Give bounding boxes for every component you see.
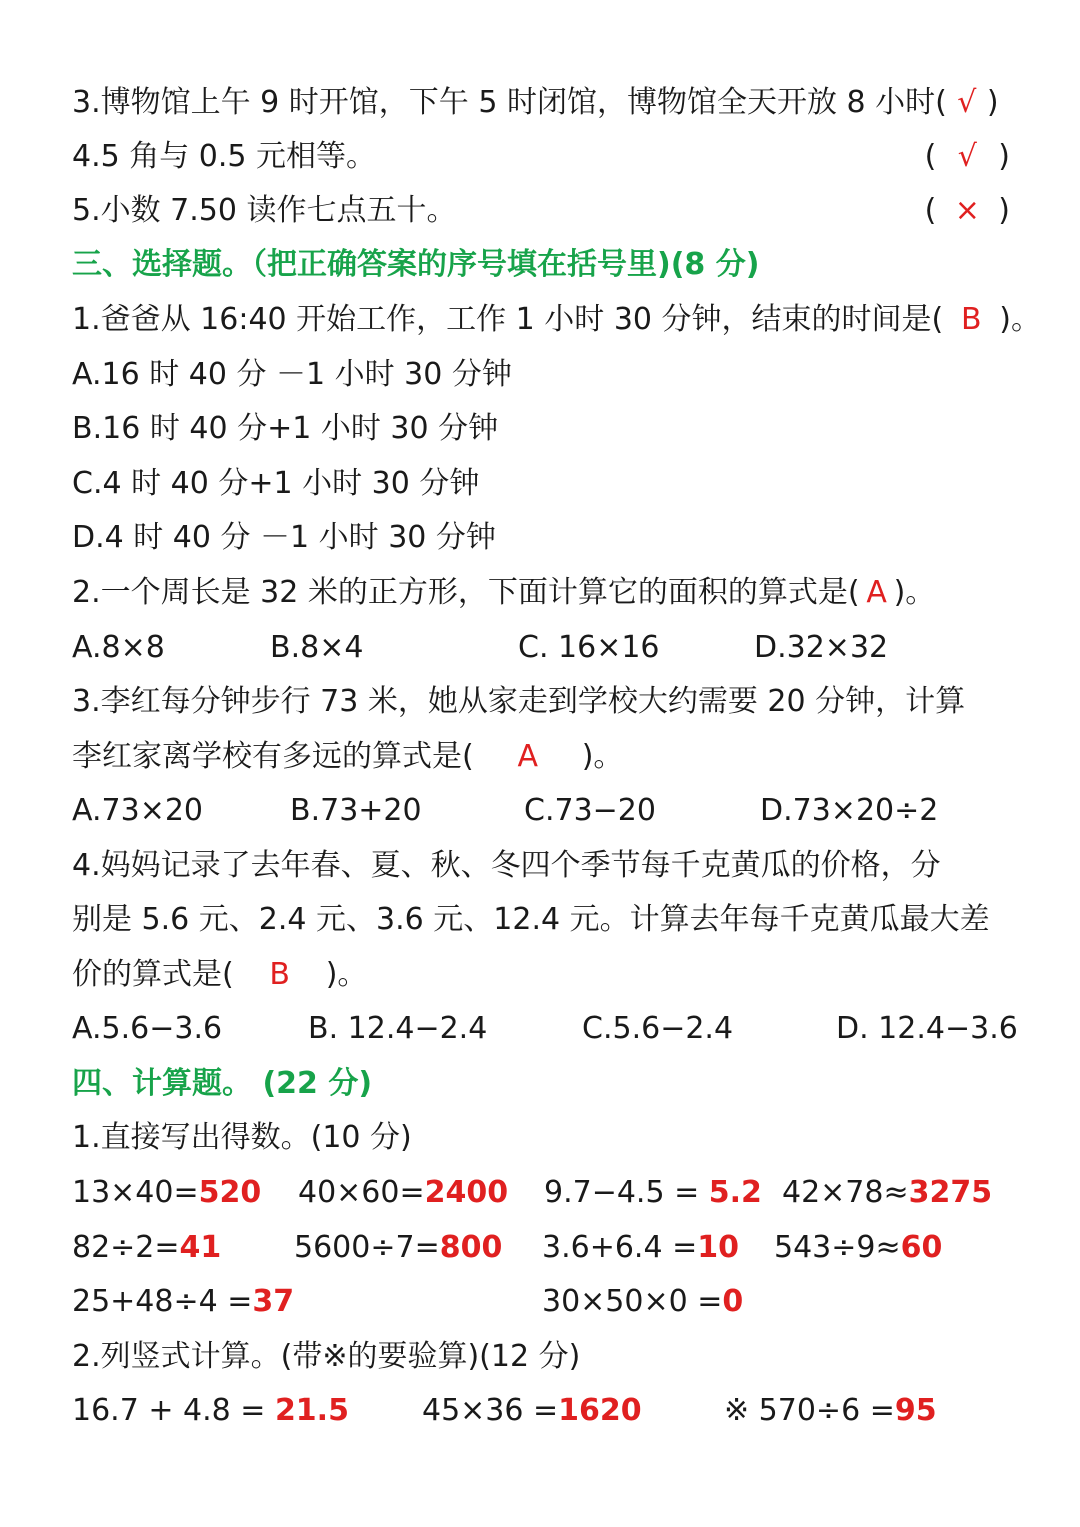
choice-q2-stem-text: 2.一个周长是 32 米的正方形，下面计算它的面积的算式是( (72, 575, 860, 610)
calc-item (72, 1275, 294, 1329)
choice-q4-stem-line3 (72, 948, 1010, 1002)
calc-answer: 800 (439, 1230, 503, 1265)
judge-question-5 (72, 184, 1010, 238)
choice-q2-options (72, 621, 1010, 675)
choice-q1-option-b: B.16 时 40 分+1 小时 30 分钟 (72, 411, 499, 446)
judge-q5-bracket (925, 184, 1010, 238)
choice-q1-stem (72, 293, 1041, 347)
judge-q5-text: 5.小数 7.50 读作七点五十。 (72, 193, 457, 228)
calc-row-3 (72, 1275, 1010, 1329)
calc-vertical-row (72, 1384, 1010, 1438)
judge-q4-bracket (925, 130, 1010, 184)
calc-expression: 40×60= (298, 1175, 425, 1210)
section-3-title: 三、选择题。（把正确答案的序号填在括号里)(8 分) (72, 247, 760, 282)
choice-q4-option-a: A.5.6−3.6 (72, 1011, 223, 1046)
choice-q4-stem-line1: 4.妈妈记录了去年春、夏、秋、冬四个季节每千克黄瓜的价格，分 (72, 848, 941, 883)
choice-q3-option-b: B.73+20 (290, 793, 422, 828)
choice-q1-option-a: A.16 时 40 分 －1 小时 30 分钟 (72, 357, 512, 392)
judge-q3-close: ) (986, 85, 999, 120)
judge-q5-close: ) (998, 193, 1010, 228)
calc-part2-title: 2.列竖式计算。(带※的要验算)(12 分) (72, 1339, 581, 1374)
calc-row-2 (72, 1221, 1010, 1275)
calc-answer: 2400 (424, 1175, 509, 1210)
choice-q2-option-c: C. 16×16 (518, 630, 660, 665)
judge-question-4 (72, 130, 1010, 184)
judge-q4-text: 4.5 角与 0.5 元相等。 (72, 139, 377, 174)
calc-item (782, 1166, 992, 1220)
calc-expression: 42×78≈ (782, 1175, 909, 1210)
calc-answer: 37 (252, 1284, 295, 1319)
calc-item (774, 1221, 942, 1275)
judge-q4-open: ( (924, 139, 937, 174)
calc-answer: 21.5 (274, 1393, 349, 1428)
calc-answer: 0 (722, 1284, 744, 1319)
calc-item (542, 1275, 743, 1329)
choice-q3-tail: )。 (581, 739, 624, 774)
judge-q4-mark: √ (957, 139, 977, 174)
choice-q2-option-a: A.8×8 (72, 630, 165, 665)
choice-q1-option-d: D.4 时 40 分 －1 小时 30 分钟 (72, 520, 496, 555)
judge-q5-mark: × (954, 193, 980, 228)
calc-answer: 41 (179, 1230, 222, 1265)
choice-q2-option-d: D.32×32 (754, 630, 889, 665)
calc-answer: 60 (900, 1230, 943, 1265)
judge-question-3 (72, 76, 1010, 130)
choice-q2-answer: A (866, 575, 887, 610)
choice-q3-option-a: A.73×20 (72, 793, 204, 828)
judge-q5-open: ( (924, 193, 937, 228)
calc-item (72, 1221, 221, 1275)
section-4-title: 四、计算题。 (22 分) (72, 1066, 373, 1101)
calc-item (724, 1384, 937, 1438)
calc-item (294, 1221, 502, 1275)
choice-q4-option-c: C.5.6−2.4 (582, 1011, 734, 1046)
choice-q3-stem-line2 (72, 730, 1010, 784)
calc-expression: 16.7 + 4.8 = (72, 1393, 275, 1428)
calc-item (544, 1166, 762, 1220)
choice-q3-option-c: C.73−20 (524, 793, 656, 828)
choice-q4-option-d: D. 12.4−3.6 (836, 1011, 1018, 1046)
choice-q4-options (72, 1002, 1018, 1056)
choice-q3-stem-text: 李红家离学校有多远的算式是( (72, 739, 474, 774)
choice-q4-tail: )。 (325, 957, 368, 992)
judge-q4-close: ) (998, 139, 1010, 174)
calc-answer: 95 (894, 1393, 937, 1428)
choice-q3-answer: A (517, 739, 538, 774)
calc-expression: 25+48÷4 = (72, 1284, 253, 1319)
choice-q1-option-c: C.4 时 40 分+1 小时 30 分钟 (72, 466, 480, 501)
choice-q2-tail: )。 (893, 575, 936, 610)
calc-item (72, 1384, 349, 1438)
judge-q3-mark: √ (957, 85, 977, 120)
calc-expression: 13×40= (72, 1175, 199, 1210)
calc-expression: 82÷2= (72, 1230, 180, 1265)
calc-expression: 5600÷7= (294, 1230, 440, 1265)
choice-q4-answer: B (269, 957, 291, 992)
judge-q3-text: 3.博物馆上午 9 时开馆，下午 5 时闭馆，博物馆全天开放 8 小时( (72, 85, 947, 120)
calc-answer: 5.2 (708, 1175, 762, 1210)
calc-expression: 3.6+6.4 = (542, 1230, 698, 1265)
choice-q4-stem-line2: 别是 5.6 元、2.4 元、3.6 元、12.4 元。计算去年每千克黄瓜最大差 (72, 902, 990, 937)
calc-item (298, 1166, 508, 1220)
calc-item (72, 1166, 261, 1220)
calc-row-1 (72, 1166, 1010, 1220)
calc-expression: 30×50×0 = (542, 1284, 723, 1319)
calc-expression: 543÷9≈ (774, 1230, 901, 1265)
calc-answer: 1620 (558, 1393, 642, 1428)
choice-q1-tail: )。 (999, 302, 1041, 337)
choice-q1-stem-text: 1.爸爸从 16:40 开始工作，工作 1 小时 30 分钟，结束的时间是( (72, 302, 944, 337)
calc-answer: 3275 (908, 1175, 993, 1210)
choice-q3-option-d: D.73×20÷2 (760, 793, 939, 828)
calc-item (542, 1221, 739, 1275)
calc-answer: 10 (697, 1230, 739, 1265)
choice-q4-stem-text: 价的算式是( (72, 957, 234, 992)
calc-answer: 520 (198, 1175, 262, 1210)
calc-item (422, 1384, 642, 1438)
calc-part1-title: 1.直接写出得数。(10 分) (72, 1120, 412, 1155)
choice-q3-stem-line1: 3.李红每分钟步行 73 米，她从家走到学校大约需要 20 分钟，计算 (72, 684, 966, 719)
choice-q3-options (72, 784, 1010, 838)
choice-q4-option-b: B. 12.4−2.4 (308, 1011, 488, 1046)
choice-q2-option-b: B.8×4 (270, 630, 364, 665)
calc-expression: 45×36 = (422, 1393, 559, 1428)
choice-q2-stem (72, 566, 1010, 620)
calc-expression: 9.7−4.5 = (544, 1175, 709, 1210)
choice-q1-answer: B (960, 302, 982, 337)
calc-expression: ※ 570÷6 = (724, 1393, 895, 1428)
